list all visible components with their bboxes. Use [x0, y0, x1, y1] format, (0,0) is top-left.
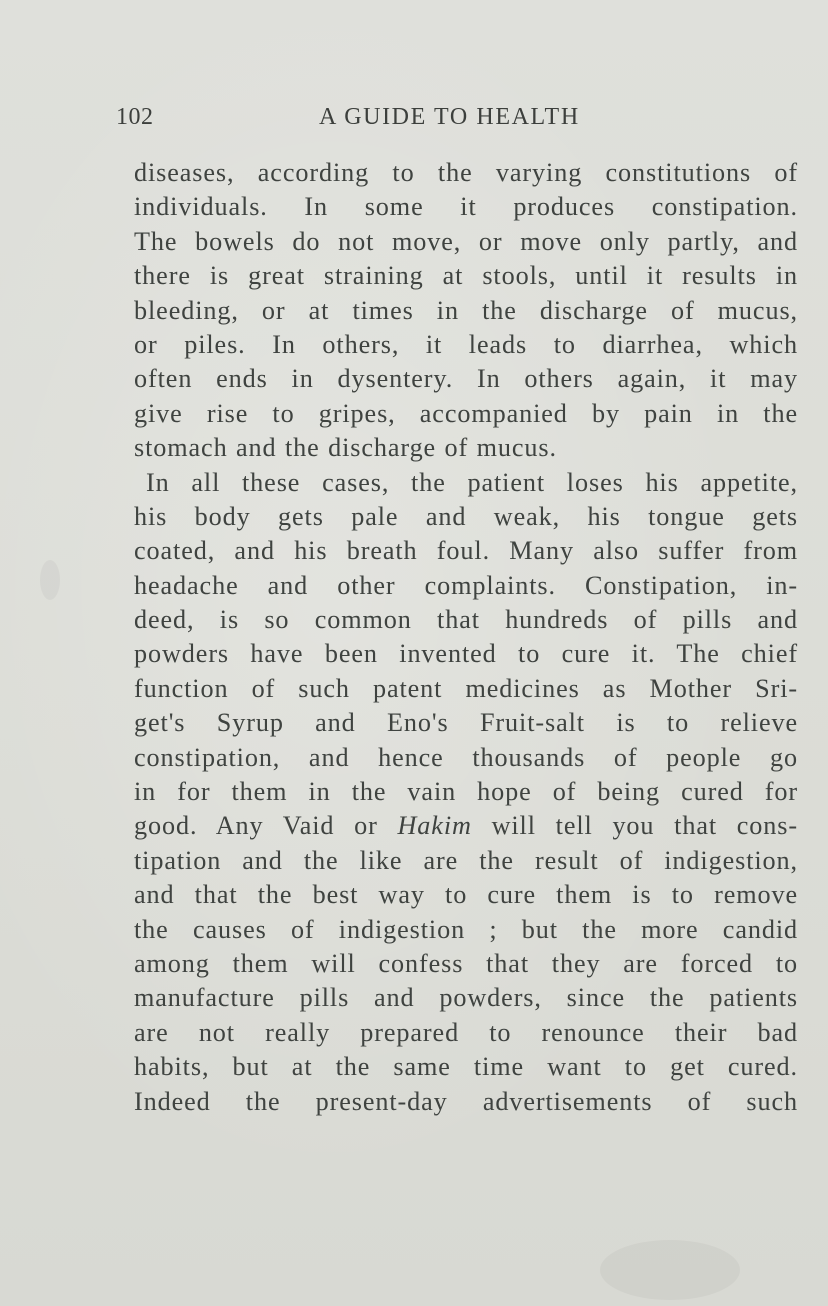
text-line: individuals. In some it produces constipation.	[134, 192, 798, 222]
text-line: or piles. In others, it leads to diarrhea, which	[134, 329, 798, 359]
text-line: constipation, and hence thousands of people go	[134, 742, 798, 772]
text-line: his body gets pale and weak, his tongue gets	[134, 501, 798, 531]
text-line: bleeding, or at times in the discharge of mucus,	[134, 295, 798, 325]
italic-term: Hakim	[397, 811, 472, 841]
text-line: Indeed the present-day advertisements of such	[134, 1086, 798, 1116]
text-line: in for them in the vain hope of being cured for	[134, 777, 798, 807]
running-head	[116, 100, 798, 134]
text-line: coated, and his breath foul. Many also suffer from	[134, 536, 798, 566]
text-line: diseases, according to the varying constitutions of	[134, 158, 798, 187]
text-line: function of such patent medicines as Mother Sri-	[134, 673, 798, 703]
paragraph-1	[134, 156, 798, 466]
text-line: stomach and the discharge of mucus.	[134, 433, 557, 463]
body-text	[134, 156, 798, 1119]
text-line: headache and other complaints. Constipation, in-	[134, 570, 798, 600]
text-line: there is great straining at stools, until it results in	[134, 261, 798, 291]
text-line: often ends in dysentery. In others again, it may	[134, 364, 798, 394]
text-line: good. Any Vaid or Hakim will tell you that cons-	[134, 811, 798, 841]
text-line: tipation and the like are the result of indigestion,	[134, 845, 798, 875]
text-line: manufacture pills and powders, since the patients	[134, 983, 798, 1013]
paper-stain	[600, 1240, 740, 1300]
text-line: deed, is so common that hundreds of pills and	[134, 605, 798, 635]
text-line: give rise to gripes, accompanied by pain in the	[134, 398, 798, 428]
paragraph-2	[134, 466, 798, 1119]
page-number: 102	[116, 104, 154, 130]
text-line: In all these cases, the patient loses his appetite,	[146, 467, 798, 497]
text-line: are not really prepared to renounce their bad	[134, 1017, 798, 1047]
text-line: The bowels do not move, or move only partly, and	[134, 226, 798, 256]
text-line: habits, but at the same time want to get cured.	[134, 1052, 798, 1082]
paper-stain	[40, 560, 60, 600]
text-line: powders have been invented to cure it. The chief	[134, 639, 798, 669]
book-title: A GUIDE TO HEALTH	[319, 104, 580, 130]
text-line: and that the best way to cure them is to remove	[134, 880, 798, 910]
text-line: get's Syrup and Eno's Fruit-salt is to relieve	[134, 708, 798, 738]
text-line: the causes of indigestion ; but the more candid	[134, 914, 798, 944]
text-line: among them will confess that they are forced to	[134, 948, 798, 978]
